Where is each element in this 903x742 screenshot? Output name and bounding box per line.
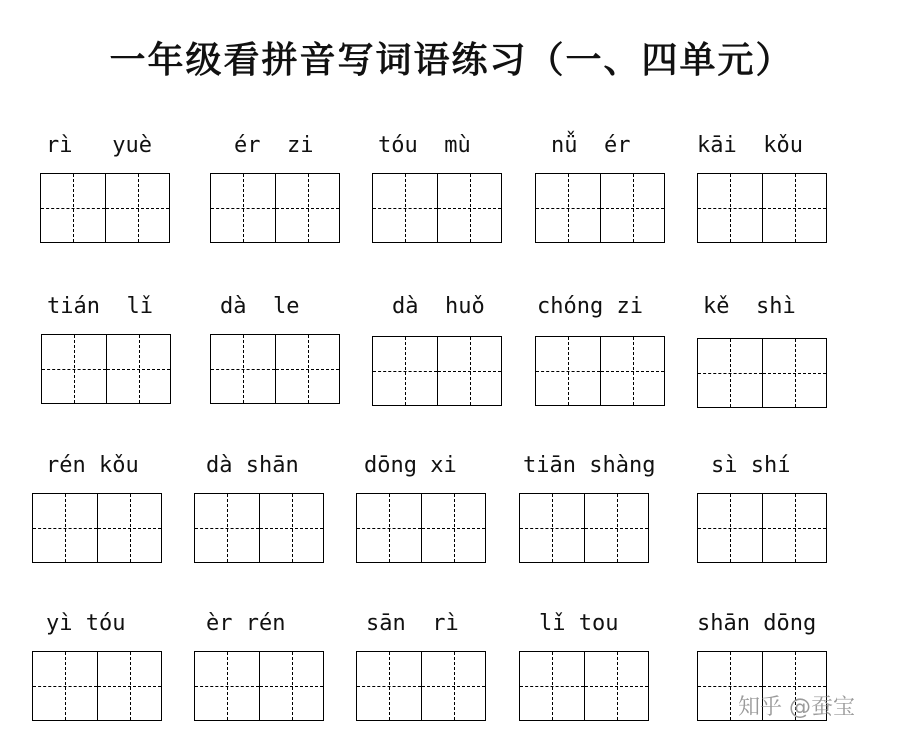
tian-zi-cell[interactable] [259, 652, 323, 720]
writing-grid[interactable] [40, 173, 170, 243]
pinyin-label: kě shì [703, 294, 796, 319]
writing-grid[interactable] [194, 651, 324, 721]
tian-zi-cell[interactable] [421, 652, 485, 720]
tian-zi-cell[interactable] [536, 174, 600, 242]
tian-zi-cell[interactable] [698, 339, 762, 407]
tian-zi-cell[interactable] [520, 494, 584, 562]
pinyin-label: dà le [220, 294, 300, 319]
pinyin-label: sān rì [366, 611, 459, 636]
tian-zi-cell[interactable] [211, 174, 275, 242]
pinyin-label: tóu mù [378, 133, 471, 158]
tian-zi-cell[interactable] [275, 174, 339, 242]
writing-grid[interactable] [32, 493, 162, 563]
tian-zi-cell[interactable] [520, 652, 584, 720]
writing-grid[interactable] [519, 651, 649, 721]
pinyin-label: sì shí [711, 453, 791, 478]
tian-zi-cell[interactable] [195, 652, 259, 720]
tian-zi-cell[interactable] [762, 494, 826, 562]
writing-grid[interactable] [372, 336, 502, 406]
tian-zi-cell[interactable] [41, 174, 105, 242]
tian-zi-cell[interactable] [33, 652, 97, 720]
worksheet-title: 一年级看拼音写词语练习（一、四单元） [109, 40, 794, 81]
tian-zi-cell[interactable] [584, 494, 648, 562]
writing-grid[interactable] [210, 173, 340, 243]
tian-zi-cell[interactable] [33, 494, 97, 562]
tian-zi-cell[interactable] [97, 494, 161, 562]
writing-grid[interactable] [697, 493, 827, 563]
tian-zi-cell[interactable] [536, 337, 600, 405]
tian-zi-cell[interactable] [195, 494, 259, 562]
tian-zi-cell[interactable] [373, 174, 437, 242]
tian-zi-cell[interactable] [105, 174, 169, 242]
writing-grid[interactable] [41, 334, 171, 404]
tian-zi-cell[interactable] [698, 174, 762, 242]
tian-zi-cell[interactable] [421, 494, 485, 562]
pinyin-label: tián lǐ [47, 294, 153, 319]
pinyin-label: kāi kǒu [697, 133, 803, 158]
writing-grid[interactable] [356, 651, 486, 721]
tian-zi-cell[interactable] [42, 335, 106, 403]
writing-grid[interactable] [194, 493, 324, 563]
writing-grid[interactable] [535, 173, 665, 243]
watermark: 知乎 @蚕宝 [738, 695, 855, 720]
writing-grid[interactable] [519, 493, 649, 563]
tian-zi-cell[interactable] [600, 337, 664, 405]
tian-zi-cell[interactable] [373, 337, 437, 405]
pinyin-label: rén kǒu [46, 453, 139, 478]
tian-zi-cell[interactable] [259, 494, 323, 562]
tian-zi-cell[interactable] [275, 335, 339, 403]
tian-zi-cell[interactable] [106, 335, 170, 403]
pinyin-label: dà shān [206, 453, 299, 478]
tian-zi-cell[interactable] [698, 494, 762, 562]
tian-zi-cell[interactable] [357, 652, 421, 720]
writing-grid[interactable] [535, 336, 665, 406]
tian-zi-cell[interactable] [97, 652, 161, 720]
pinyin-label: chóng zi [537, 294, 643, 319]
tian-zi-cell[interactable] [584, 652, 648, 720]
writing-grid[interactable] [697, 173, 827, 243]
pinyin-label: lǐ tou [539, 611, 619, 636]
tian-zi-cell[interactable] [762, 339, 826, 407]
pinyin-label: tiān shàng [523, 453, 656, 478]
tian-zi-cell[interactable] [437, 337, 501, 405]
tian-zi-cell[interactable] [600, 174, 664, 242]
pinyin-label: dà huǒ [392, 294, 485, 319]
writing-grid[interactable] [356, 493, 486, 563]
pinyin-label: yì tóu [46, 611, 126, 636]
tian-zi-cell[interactable] [357, 494, 421, 562]
tian-zi-cell[interactable] [762, 174, 826, 242]
pinyin-label: èr rén [206, 611, 286, 636]
pinyin-label: nǚ ér [551, 133, 631, 158]
writing-grid[interactable] [372, 173, 502, 243]
pinyin-label: dōng xi [364, 453, 457, 478]
writing-grid[interactable] [697, 338, 827, 408]
writing-grid[interactable] [32, 651, 162, 721]
tian-zi-cell[interactable] [211, 335, 275, 403]
pinyin-label: shān dōng [697, 611, 817, 636]
writing-grid[interactable] [210, 334, 340, 404]
pinyin-label: rì yuè [46, 133, 152, 158]
pinyin-label: ér zi [234, 133, 314, 158]
tian-zi-cell[interactable] [437, 174, 501, 242]
